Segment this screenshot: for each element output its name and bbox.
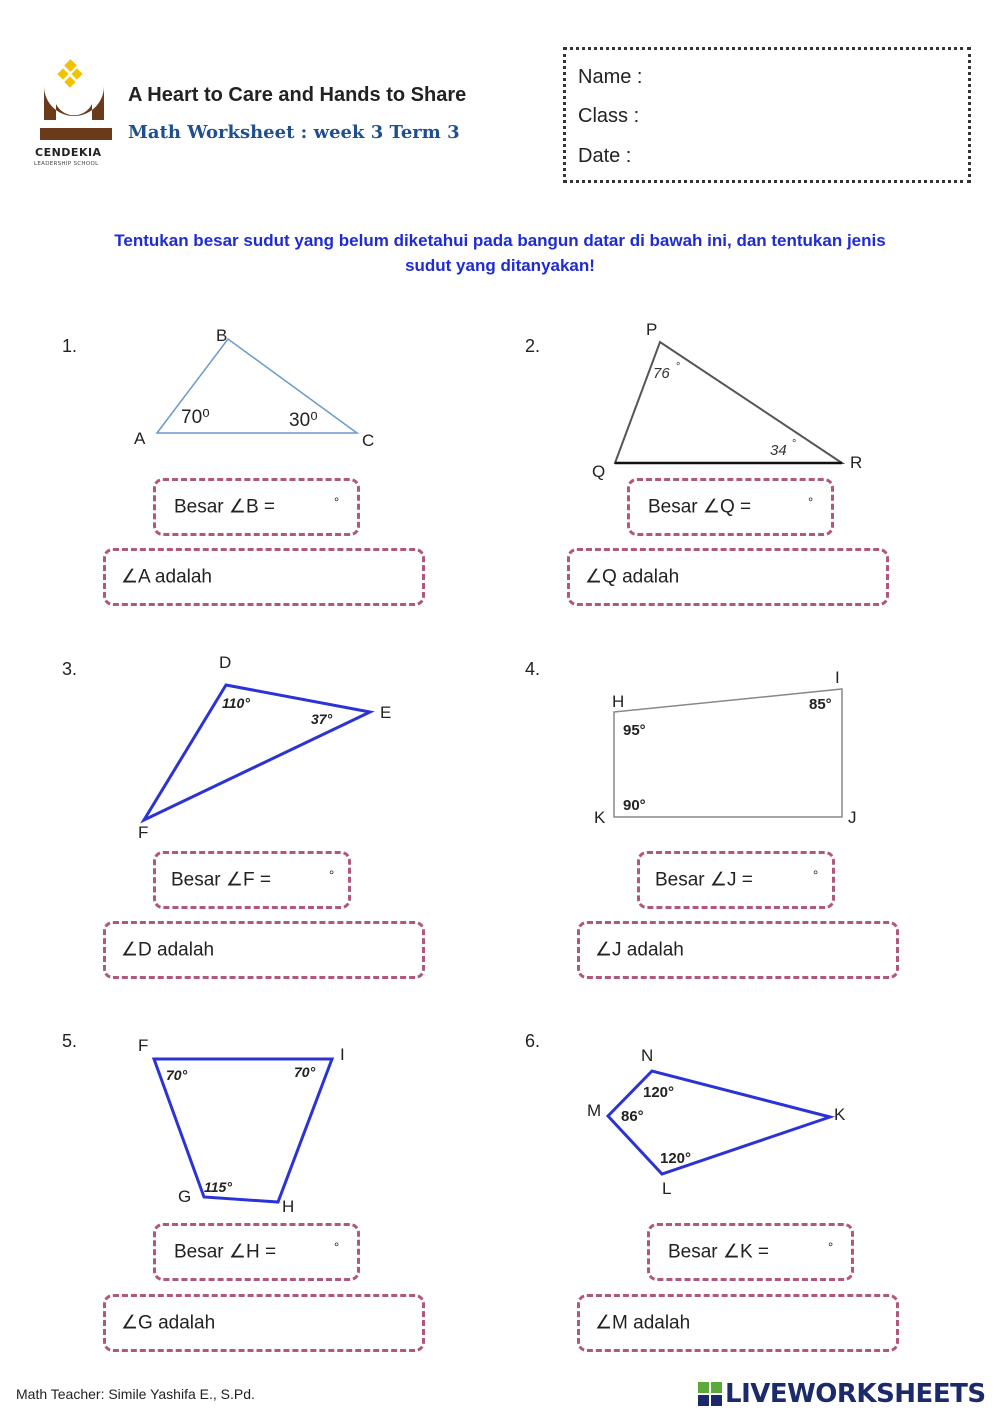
degree-unit: ° [813, 867, 819, 883]
angle-k-value: 90° [623, 797, 646, 814]
lw-grid-icon [698, 1382, 722, 1406]
question-angle-h: Besar ∠H = [174, 1241, 277, 1263]
answer-box-angle-k[interactable] [647, 1223, 854, 1281]
vertex-label-c: C [362, 431, 375, 450]
vertex-label-r: R [850, 453, 863, 472]
vertex-label-i: I [340, 1045, 345, 1064]
type-box-angle-d[interactable] [103, 921, 425, 979]
angle-i-value: 70° [294, 1064, 316, 1080]
school-logo [32, 58, 122, 170]
angle-c-value: 30⁰ [289, 410, 318, 431]
instruction-line-1: Tentukan besar sudut yang belum diketahui pada bangun datar di bawah ini, dan tentukan jenis [114, 231, 886, 250]
question-angle-q: Besar ∠Q = [648, 496, 752, 518]
angle-n-value: 120° [643, 1084, 675, 1101]
vertex-label-a: A [134, 429, 146, 448]
type-question-angle-a: ∠A adalah [121, 566, 212, 588]
triangle-pqr-figure [580, 315, 870, 485]
type-question-angle-j: ∠J adalah [595, 939, 684, 961]
brand-name: LIVEWORKSHEETS [725, 1379, 986, 1409]
type-question-angle-q: ∠Q adalah [585, 566, 680, 588]
type-question-angle-g: ∠G adalah [121, 1312, 216, 1334]
vertex-label-i: I [835, 668, 840, 687]
angle-l-value: 120° [660, 1150, 692, 1167]
vertex-label-b: B [216, 326, 228, 345]
question-angle-f: Besar ∠F = [171, 869, 271, 891]
vertex-label-m: M [587, 1101, 602, 1120]
vertex-label-g: G [178, 1187, 192, 1206]
answer-box-angle-q[interactable] [627, 478, 834, 536]
student-info-box [563, 47, 971, 183]
cendekia-logo-icon [32, 58, 122, 143]
vertex-label-d: D [219, 653, 232, 672]
problem-4-number: 4. [525, 659, 541, 679]
triangle-abc-figure [120, 320, 390, 455]
angle-p-value: 76 [653, 365, 670, 382]
worksheet-title: Math Worksheet : week 3 Term 3 [128, 122, 460, 143]
answer-box-angle-j[interactable] [637, 851, 835, 909]
problem-6-number: 6. [525, 1031, 541, 1051]
type-box-angle-j[interactable] [577, 921, 899, 979]
answer-box-angle-b[interactable] [153, 478, 360, 536]
type-question-angle-m: ∠M adalah [595, 1312, 691, 1334]
answer-box-angle-f[interactable] [153, 851, 351, 909]
vertex-label-l: L [662, 1179, 672, 1198]
answer-box-angle-h[interactable] [153, 1223, 360, 1281]
angle-a-value: 70⁰ [181, 407, 210, 428]
type-box-angle-a[interactable] [103, 548, 425, 606]
name-field-label[interactable]: Name : [578, 66, 643, 88]
vertex-label-q: Q [592, 462, 606, 481]
question-angle-b: Besar ∠B = [174, 496, 275, 518]
instruction-line-2: sudut yang ditanyakan! [405, 256, 595, 275]
vertex-label-n: N [641, 1046, 654, 1065]
degree-unit: ° [329, 867, 335, 883]
degree-unit: ° [828, 1239, 834, 1255]
class-field-label[interactable]: Class : [578, 105, 640, 127]
problem-1-number: 1. [62, 336, 78, 356]
logo-name: CENDEKIA [35, 146, 102, 159]
degree-unit: ° [808, 494, 814, 510]
angle-f-value: 70° [166, 1067, 188, 1083]
angle-d-value: 110° [222, 695, 250, 711]
type-question-angle-d: ∠D adalah [121, 939, 215, 961]
vertex-label-k: K [834, 1105, 846, 1124]
date-field-label[interactable]: Date : [578, 145, 632, 167]
vertex-label-e: E [380, 703, 392, 722]
type-box-angle-m[interactable] [577, 1294, 899, 1352]
vertex-label-k: K [594, 808, 606, 827]
question-angle-j: Besar ∠J = [655, 869, 753, 891]
angle-r-value: 34 [770, 442, 787, 459]
instruction [20, 228, 980, 278]
vertex-label-h: H [282, 1197, 295, 1216]
degree-unit: ° [334, 494, 340, 510]
degree-unit: ° [334, 1239, 340, 1255]
vertex-label-h: H [612, 692, 625, 711]
triangle-def-figure [130, 650, 410, 845]
angle-g-value: 115° [204, 1179, 232, 1195]
question-angle-k: Besar ∠K = [668, 1241, 769, 1263]
school-motto: A Heart to Care and Hands to Share [128, 84, 467, 106]
angle-e-value: 37° [311, 711, 333, 727]
problem-2-number: 2. [525, 336, 541, 356]
kite-nmkl-figure [580, 1040, 860, 1205]
vertex-label-f: F [138, 823, 149, 842]
vertex-label-p: P [646, 320, 658, 339]
logo-subtitle: LEADERSHIP SCHOOL [34, 161, 99, 167]
angle-i-value: 85° [809, 696, 832, 713]
angle-p-degree: ° [676, 361, 681, 373]
vertex-label-f: F [138, 1036, 149, 1055]
angle-h-value: 95° [623, 722, 646, 739]
problem-3-number: 3. [62, 659, 78, 679]
liveworksheets-logo [698, 1378, 986, 1410]
problem-5-number: 5. [62, 1031, 78, 1051]
angle-r-degree: ° [792, 438, 797, 450]
quadrilateral-hijk-figure [590, 665, 870, 835]
vertex-label-j: J [848, 808, 857, 827]
angle-m-value: 86° [621, 1108, 644, 1125]
teacher-credit: Math Teacher: Simile Yashifa E., S.Pd. [16, 1386, 255, 1402]
type-box-angle-q[interactable] [567, 548, 889, 606]
quadrilateral-fihg-figure [130, 1030, 370, 1220]
type-box-angle-g[interactable] [103, 1294, 425, 1352]
